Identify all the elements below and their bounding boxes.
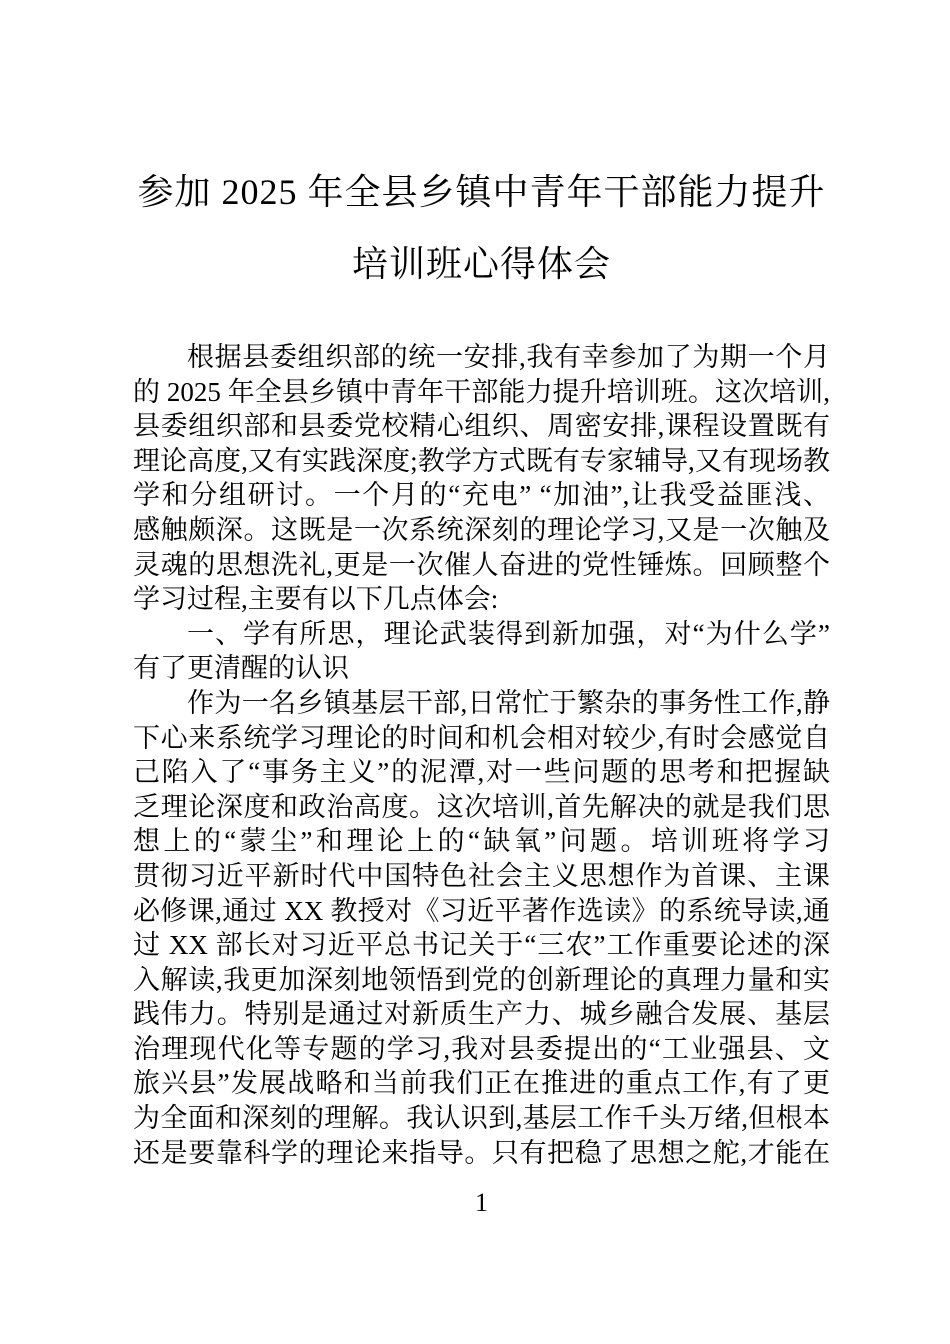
body-line: 己陷入了“事务主义”的泥潭,对一些问题的思考和把握缺 (133, 757, 830, 788)
body-line: 理论高度,又有实践深度;教学方式既有专家辅导,又有现场教 (133, 445, 830, 476)
body-line: 学和分组研讨。一个月的“充电” “加油”,让我受益匪浅、 (133, 480, 830, 511)
body-line: 入解读,我更加深刻地领悟到党的创新理论的真理力量和实 (133, 964, 830, 995)
body-line: 贯彻习近平新时代中国特色社会主义思想作为首课、主课 (133, 860, 830, 891)
body-line: 感触颇深。这既是一次系统深刻的理论学习,又是一次触及 (133, 514, 830, 545)
body-line: 的 2025 年全县乡镇中青年干部能力提升培训班。这次培训, (133, 376, 830, 407)
document-content (133, 0, 830, 1220)
body-line: 灵魂的思想洗礼,更是一次催人奋进的党性锤炼。回顾整个 (133, 549, 830, 580)
section-heading-line: 有了更清醒的认识 (133, 653, 349, 684)
body-line: 下心来系统学习理论的时间和机会相对较少,有时会感觉自 (133, 722, 830, 753)
body-line: 学习过程,主要有以下几点体会: (133, 584, 499, 615)
document-title (133, 0, 830, 300)
body-line: 乏理论深度和政治高度。这次培训,首先解决的就是我们思 (133, 791, 830, 822)
body-line: 治理现代化等专题的学习,我对县委提出的“工业强县、文 (133, 1033, 830, 1064)
body-line: 还是要靠科学的理论来指导。只有把稳了思想之舵,才能在 (133, 1137, 830, 1168)
body-line: 县委组织部和县委党校精心组织、周密安排,课程设置既有 (133, 411, 830, 442)
body-line: 践伟力。特别是通过对新质生产力、城乡融合发展、基层 (133, 999, 830, 1030)
body-line: 为全面和深刻的理解。我认识到,基层工作千头万绪,但根本 (133, 1103, 830, 1134)
document-title-line-2: 培训班心得体会 (351, 244, 611, 284)
body-line: 作为一名乡镇基层干部,日常忙于繁杂的事务性工作,静 (187, 687, 830, 718)
document-title-line-1: 参加 2025 年全县乡镇中青年干部能力提升 (137, 172, 826, 212)
body-line: 必修课,通过 XX 教授对《习近平著作选读》的系统导读,通 (133, 895, 830, 926)
body-line: 过 XX 部长对习近平总书记关于“三农”工作重要论述的深 (133, 930, 830, 961)
body-line: 根据县委组织部的统一安排,我有幸参加了为期一个月 (187, 342, 830, 372)
page-number: 1 (475, 1188, 488, 1218)
section-heading-line: 一、学有所思，理论武装得到新加强，对“为什么学” (187, 618, 830, 649)
document-body (133, 340, 830, 1170)
body-line: 想上的“蒙尘”和理论上的“缺氧”问题。培训班将学习 (133, 826, 830, 857)
body-line: 旅兴县”发展战略和当前我们正在推进的重点工作,有了更 (133, 1068, 830, 1099)
